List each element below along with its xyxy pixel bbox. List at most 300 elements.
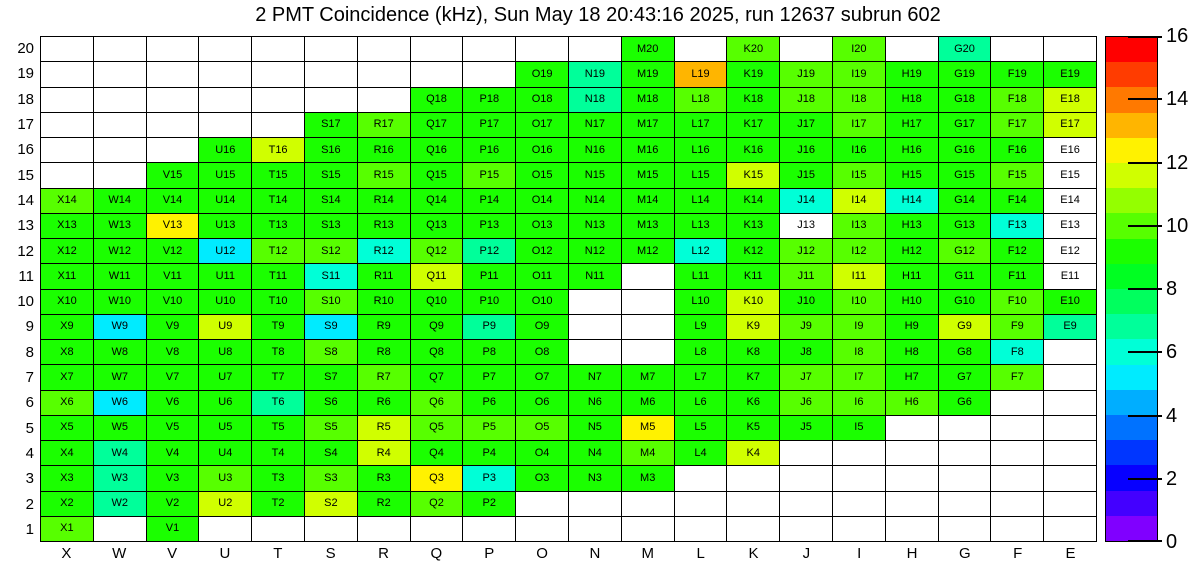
heatmap-cell: K16 — [727, 138, 780, 163]
heatmap-cell: G6 — [939, 391, 992, 416]
colorbar-band — [1106, 113, 1157, 138]
heatmap-cell-empty — [675, 37, 728, 62]
heatmap-cell: S16 — [305, 138, 358, 163]
heatmap-cell: U3 — [199, 466, 252, 491]
heatmap-cell: G14 — [939, 189, 992, 214]
heatmap-cell: W13 — [94, 214, 147, 239]
heatmap-cell-empty — [411, 517, 464, 542]
heatmap-cell-empty — [1044, 517, 1097, 542]
heatmap-cell: I19 — [833, 62, 886, 87]
heatmap-cell: F13 — [991, 214, 1044, 239]
heatmap-cell: W14 — [94, 189, 147, 214]
heatmap-cell: S4 — [305, 441, 358, 466]
y-axis-label: 20 — [17, 40, 34, 58]
heatmap-cell: T8 — [252, 340, 305, 365]
heatmap-cell: H8 — [886, 340, 939, 365]
x-axis-label: O — [536, 545, 548, 562]
heatmap-cell: K12 — [727, 239, 780, 264]
heatmap-cell-empty — [1044, 365, 1097, 390]
colorbar-band — [1106, 62, 1157, 87]
heatmap-cell: V2 — [147, 492, 200, 517]
y-axis-label: 12 — [17, 242, 34, 260]
colorbar-band — [1106, 239, 1157, 264]
heatmap-cell: R4 — [358, 441, 411, 466]
heatmap-cell: S17 — [305, 113, 358, 138]
heatmap-cell: N18 — [569, 88, 622, 113]
heatmap-cell-empty — [1044, 416, 1097, 441]
heatmap-cell: V5 — [147, 416, 200, 441]
x-axis-label: T — [273, 545, 283, 562]
heatmap-cell: P7 — [463, 365, 516, 390]
heatmap-cell: E18 — [1044, 88, 1097, 113]
heatmap-cell: V1 — [147, 517, 200, 542]
heatmap-cell: S7 — [305, 365, 358, 390]
heatmap-cell: M16 — [622, 138, 675, 163]
heatmap-cell: V9 — [147, 315, 200, 340]
colorbar-tick-label: 4 — [1166, 404, 1178, 427]
heatmap-cell-empty — [833, 466, 886, 491]
colorbar-band — [1106, 138, 1157, 163]
heatmap-cell: H10 — [886, 290, 939, 315]
heatmap-grid — [40, 36, 1097, 542]
colorbar-tick — [1128, 540, 1162, 542]
heatmap-cell-empty — [305, 62, 358, 87]
x-axis-label: J — [802, 545, 811, 562]
heatmap-cell: R14 — [358, 189, 411, 214]
heatmap-cell: Q2 — [411, 492, 464, 517]
heatmap-cell: F9 — [991, 315, 1044, 340]
heatmap-cell-empty — [252, 37, 305, 62]
y-axis-label: 19 — [17, 65, 34, 83]
heatmap-cell: M12 — [622, 239, 675, 264]
y-axis-label: 8 — [25, 343, 34, 361]
heatmap-cell: S12 — [305, 239, 358, 264]
heatmap-cell-empty — [199, 62, 252, 87]
heatmap-cell: S3 — [305, 466, 358, 491]
heatmap-cell: S6 — [305, 391, 358, 416]
colorbar-band — [1106, 491, 1157, 516]
heatmap-cell-empty — [199, 88, 252, 113]
heatmap-cell: G18 — [939, 88, 992, 113]
heatmap-cell-empty — [147, 138, 200, 163]
heatmap-cell-empty — [939, 416, 992, 441]
heatmap-cell-empty — [358, 37, 411, 62]
heatmap-cell: F14 — [991, 189, 1044, 214]
heatmap-cell: F18 — [991, 88, 1044, 113]
heatmap-cell: W6 — [94, 391, 147, 416]
heatmap-cell: M7 — [622, 365, 675, 390]
heatmap-cell-empty — [886, 492, 939, 517]
heatmap-cell: W2 — [94, 492, 147, 517]
heatmap-cell: O5 — [516, 416, 569, 441]
heatmap-cell: T7 — [252, 365, 305, 390]
heatmap-cell: I6 — [833, 391, 886, 416]
heatmap-cell-empty — [41, 163, 94, 188]
heatmap-cell: W10 — [94, 290, 147, 315]
heatmap-cell: W7 — [94, 365, 147, 390]
heatmap-cell: U14 — [199, 189, 252, 214]
heatmap-cell-empty — [727, 466, 780, 491]
heatmap-cell: U8 — [199, 340, 252, 365]
x-axis-label: W — [112, 545, 127, 562]
heatmap-cell: Q4 — [411, 441, 464, 466]
y-axis-label: 15 — [17, 166, 34, 184]
heatmap-cell: E15 — [1044, 163, 1097, 188]
heatmap-cell: W5 — [94, 416, 147, 441]
heatmap-cell-empty — [833, 492, 886, 517]
heatmap-cell: H15 — [886, 163, 939, 188]
heatmap-cell: S15 — [305, 163, 358, 188]
heatmap-cell: T11 — [252, 264, 305, 289]
heatmap-cell: E19 — [1044, 62, 1097, 87]
heatmap-cell: H17 — [886, 113, 939, 138]
colorbar-tick-label: 2 — [1166, 467, 1178, 490]
heatmap-cell: T14 — [252, 189, 305, 214]
x-axis-label: L — [696, 545, 705, 562]
chart-title: 2 PMT Coincidence (kHz), Sun May 18 20:43:16 2025, run 12637 subrun 602 — [255, 4, 941, 26]
heatmap-cell-empty — [199, 37, 252, 62]
heatmap-cell: O16 — [516, 138, 569, 163]
heatmap-cell: N12 — [569, 239, 622, 264]
heatmap-cell: W12 — [94, 239, 147, 264]
heatmap-cell-empty — [991, 517, 1044, 542]
heatmap-cell: N11 — [569, 264, 622, 289]
heatmap-cell: F17 — [991, 113, 1044, 138]
heatmap-cell-empty — [1044, 340, 1097, 365]
heatmap-cell: X6 — [41, 391, 94, 416]
y-axis-label: 3 — [25, 470, 34, 488]
heatmap-cell-empty — [569, 340, 622, 365]
colorbar-band — [1106, 314, 1157, 339]
heatmap-cell: X2 — [41, 492, 94, 517]
heatmap-cell: I18 — [833, 88, 886, 113]
x-axis-label: V — [167, 545, 178, 562]
heatmap-cell: U7 — [199, 365, 252, 390]
heatmap-cell: M3 — [622, 466, 675, 491]
heatmap-cell: E13 — [1044, 214, 1097, 239]
heatmap-cell-empty — [622, 315, 675, 340]
heatmap-cell: J15 — [780, 163, 833, 188]
heatmap-cell-empty — [94, 113, 147, 138]
heatmap-cell: T13 — [252, 214, 305, 239]
heatmap-cell: L12 — [675, 239, 728, 264]
heatmap-cell: T6 — [252, 391, 305, 416]
heatmap-cell-empty — [94, 37, 147, 62]
heatmap-cell: F19 — [991, 62, 1044, 87]
heatmap-cell: L10 — [675, 290, 728, 315]
heatmap-cell: Q18 — [411, 88, 464, 113]
heatmap-cell: Q3 — [411, 466, 464, 491]
heatmap-cell: L8 — [675, 340, 728, 365]
heatmap-cell: I14 — [833, 189, 886, 214]
heatmap-cell: H16 — [886, 138, 939, 163]
heatmap-cell: T15 — [252, 163, 305, 188]
heatmap-cell: K9 — [727, 315, 780, 340]
heatmap-cell-empty — [780, 492, 833, 517]
heatmap-cell: M20 — [622, 37, 675, 62]
heatmap-cell: G17 — [939, 113, 992, 138]
heatmap-cell: K11 — [727, 264, 780, 289]
heatmap-cell-empty — [569, 290, 622, 315]
heatmap-cell-empty — [199, 113, 252, 138]
heatmap-cell: J9 — [780, 315, 833, 340]
heatmap-cell: Q12 — [411, 239, 464, 264]
heatmap-cell: U2 — [199, 492, 252, 517]
heatmap-cell: X14 — [41, 189, 94, 214]
colorbar-band — [1106, 440, 1157, 465]
heatmap-cell: W4 — [94, 441, 147, 466]
heatmap-cell: J13 — [780, 214, 833, 239]
colorbar-tick — [1128, 98, 1162, 100]
heatmap-cell: K13 — [727, 214, 780, 239]
heatmap-cell-empty — [358, 88, 411, 113]
heatmap-cell: X13 — [41, 214, 94, 239]
heatmap-cell: N3 — [569, 466, 622, 491]
heatmap-cell: Q14 — [411, 189, 464, 214]
y-axis-label: 11 — [18, 267, 34, 285]
heatmap-cell: L11 — [675, 264, 728, 289]
heatmap-cell: H18 — [886, 88, 939, 113]
heatmap-cell-empty — [147, 113, 200, 138]
heatmap-cell: I16 — [833, 138, 886, 163]
heatmap-cell: R12 — [358, 239, 411, 264]
heatmap-cell: E17 — [1044, 113, 1097, 138]
heatmap-cell-empty — [886, 416, 939, 441]
heatmap-cell: M19 — [622, 62, 675, 87]
heatmap-cell: G19 — [939, 62, 992, 87]
x-axis-label: S — [325, 545, 336, 562]
colorbar-band — [1106, 37, 1157, 62]
heatmap-cell: N19 — [569, 62, 622, 87]
heatmap-cell: J18 — [780, 88, 833, 113]
heatmap-cell: U4 — [199, 441, 252, 466]
heatmap-cell: O8 — [516, 340, 569, 365]
heatmap-cell: S2 — [305, 492, 358, 517]
colorbar-tick — [1128, 415, 1162, 417]
heatmap-cell-empty — [991, 492, 1044, 517]
heatmap-cell: P17 — [463, 113, 516, 138]
heatmap-cell-empty — [991, 391, 1044, 416]
heatmap-cell: O17 — [516, 113, 569, 138]
heatmap-cell: G9 — [939, 315, 992, 340]
heatmap-cell: R6 — [358, 391, 411, 416]
y-axis-label: 2 — [25, 495, 34, 513]
y-axis-label: 16 — [17, 141, 34, 159]
heatmap-cell: N15 — [569, 163, 622, 188]
heatmap-cell: Q17 — [411, 113, 464, 138]
x-axis-label: P — [484, 545, 495, 562]
heatmap-cell: M18 — [622, 88, 675, 113]
heatmap-cell-empty — [516, 517, 569, 542]
heatmap-cell-empty — [94, 517, 147, 542]
heatmap-cell: G16 — [939, 138, 992, 163]
heatmap-cell: E16 — [1044, 138, 1097, 163]
heatmap-cell: O12 — [516, 239, 569, 264]
heatmap-cell: F8 — [991, 340, 1044, 365]
heatmap-cell: M5 — [622, 416, 675, 441]
heatmap-cell-empty — [252, 517, 305, 542]
heatmap-cell: L18 — [675, 88, 728, 113]
heatmap-cell-empty — [675, 492, 728, 517]
heatmap-cell-empty — [886, 37, 939, 62]
heatmap-cell-empty — [1044, 37, 1097, 62]
heatmap-cell: T16 — [252, 138, 305, 163]
heatmap-cell-empty — [886, 517, 939, 542]
heatmap-cell: I7 — [833, 365, 886, 390]
heatmap-cell-empty — [991, 441, 1044, 466]
heatmap-cell: J7 — [780, 365, 833, 390]
heatmap-cell: H9 — [886, 315, 939, 340]
colorbar-tick-label: 0 — [1166, 531, 1178, 553]
heatmap-cell-empty — [1044, 391, 1097, 416]
heatmap-cell: N14 — [569, 189, 622, 214]
y-axis-label: 17 — [17, 116, 34, 134]
heatmap-cell: W8 — [94, 340, 147, 365]
heatmap-cell: V4 — [147, 441, 200, 466]
heatmap-cell: F12 — [991, 239, 1044, 264]
heatmap-cell: T12 — [252, 239, 305, 264]
heatmap-cell: Q13 — [411, 214, 464, 239]
heatmap-cell: E10 — [1044, 290, 1097, 315]
heatmap-cell: O7 — [516, 365, 569, 390]
y-axis-label: 13 — [17, 217, 34, 235]
heatmap-cell: N6 — [569, 391, 622, 416]
heatmap-cell: V12 — [147, 239, 200, 264]
heatmap-cell: F10 — [991, 290, 1044, 315]
heatmap-cell: K5 — [727, 416, 780, 441]
heatmap-cell: P4 — [463, 441, 516, 466]
heatmap-cell: M6 — [622, 391, 675, 416]
heatmap-cell: J6 — [780, 391, 833, 416]
heatmap-cell-empty — [305, 37, 358, 62]
heatmap-cell: T3 — [252, 466, 305, 491]
y-axis-label: 10 — [17, 293, 34, 311]
heatmap-cell: S11 — [305, 264, 358, 289]
heatmap-cell: R7 — [358, 365, 411, 390]
heatmap-cell: Q9 — [411, 315, 464, 340]
heatmap-cell: M15 — [622, 163, 675, 188]
heatmap-cell: X7 — [41, 365, 94, 390]
x-axis-label: Q — [430, 545, 443, 562]
heatmap-cell: E11 — [1044, 264, 1097, 289]
heatmap-cell: V14 — [147, 189, 200, 214]
heatmap-cell-empty — [94, 62, 147, 87]
heatmap-cell: X4 — [41, 441, 94, 466]
heatmap-cell: K7 — [727, 365, 780, 390]
heatmap-cell: G15 — [939, 163, 992, 188]
heatmap-cell: P14 — [463, 189, 516, 214]
heatmap-cell: V13 — [147, 214, 200, 239]
heatmap-cell: X5 — [41, 416, 94, 441]
heatmap-cell: J19 — [780, 62, 833, 87]
y-axis-label: 9 — [25, 318, 34, 336]
x-axis-label: X — [61, 545, 72, 562]
heatmap-cell: O10 — [516, 290, 569, 315]
heatmap-cell: S8 — [305, 340, 358, 365]
heatmap-cell: H14 — [886, 189, 939, 214]
y-axis-label: 1 — [25, 520, 34, 538]
heatmap-cell: R9 — [358, 315, 411, 340]
colorbar-band — [1106, 415, 1157, 440]
heatmap-cell-empty — [675, 466, 728, 491]
colorbar-tick-label: 16 — [1166, 25, 1189, 47]
heatmap-cell: H11 — [886, 264, 939, 289]
heatmap-cell: E9 — [1044, 315, 1097, 340]
x-axis-label: I — [857, 545, 862, 562]
heatmap-cell-empty — [1044, 466, 1097, 491]
heatmap-cell: E12 — [1044, 239, 1097, 264]
heatmap-cell: P11 — [463, 264, 516, 289]
heatmap-cell: X3 — [41, 466, 94, 491]
heatmap-cell: J8 — [780, 340, 833, 365]
heatmap-cell: M4 — [622, 441, 675, 466]
heatmap-cell-empty — [939, 466, 992, 491]
heatmap-cell: K6 — [727, 391, 780, 416]
heatmap-cell: S5 — [305, 416, 358, 441]
heatmap-cell: P18 — [463, 88, 516, 113]
heatmap-cell-empty — [252, 113, 305, 138]
colorbar-band — [1106, 264, 1157, 289]
heatmap-cell: K18 — [727, 88, 780, 113]
colorbar-band — [1106, 365, 1157, 390]
heatmap-cell: N4 — [569, 441, 622, 466]
heatmap-cell: N5 — [569, 416, 622, 441]
heatmap-cell-empty — [305, 88, 358, 113]
heatmap-cell: K14 — [727, 189, 780, 214]
heatmap-cell-empty — [41, 113, 94, 138]
heatmap-cell: J14 — [780, 189, 833, 214]
heatmap-cell: N16 — [569, 138, 622, 163]
heatmap-cell: U10 — [199, 290, 252, 315]
x-axis-label: H — [906, 545, 918, 562]
heatmap-cell-empty — [411, 62, 464, 87]
x-axis-label: G — [959, 545, 971, 562]
heatmap-cell: G12 — [939, 239, 992, 264]
heatmap-cell: W11 — [94, 264, 147, 289]
heatmap-cell: P5 — [463, 416, 516, 441]
heatmap-cell: F16 — [991, 138, 1044, 163]
x-axis-label: U — [219, 545, 231, 562]
y-axis-label: 14 — [17, 191, 34, 209]
y-axis-label: 7 — [25, 369, 34, 387]
heatmap-cell-empty — [1044, 492, 1097, 517]
colorbar-tick — [1128, 351, 1162, 353]
heatmap-cell: X10 — [41, 290, 94, 315]
heatmap-cell: J10 — [780, 290, 833, 315]
heatmap-cell: O15 — [516, 163, 569, 188]
heatmap-cell: L14 — [675, 189, 728, 214]
heatmap-cell: R3 — [358, 466, 411, 491]
heatmap-cell: X9 — [41, 315, 94, 340]
heatmap-cell: I15 — [833, 163, 886, 188]
heatmap-cell: O3 — [516, 466, 569, 491]
heatmap-cell-empty — [463, 62, 516, 87]
heatmap-cell: X12 — [41, 239, 94, 264]
heatmap-cell-empty — [569, 492, 622, 517]
heatmap-cell: R2 — [358, 492, 411, 517]
colorbar-band — [1106, 516, 1157, 541]
heatmap-cell: I20 — [833, 37, 886, 62]
colorbar-tick — [1128, 478, 1162, 480]
heatmap-cell-empty — [622, 517, 675, 542]
heatmap-cell: Q7 — [411, 365, 464, 390]
heatmap-cell: M13 — [622, 214, 675, 239]
heatmap-cell: O19 — [516, 62, 569, 87]
heatmap-cell: O14 — [516, 189, 569, 214]
heatmap-cell-empty — [411, 37, 464, 62]
heatmap-cell: Q6 — [411, 391, 464, 416]
colorbar-tick-label: 8 — [1166, 278, 1178, 300]
